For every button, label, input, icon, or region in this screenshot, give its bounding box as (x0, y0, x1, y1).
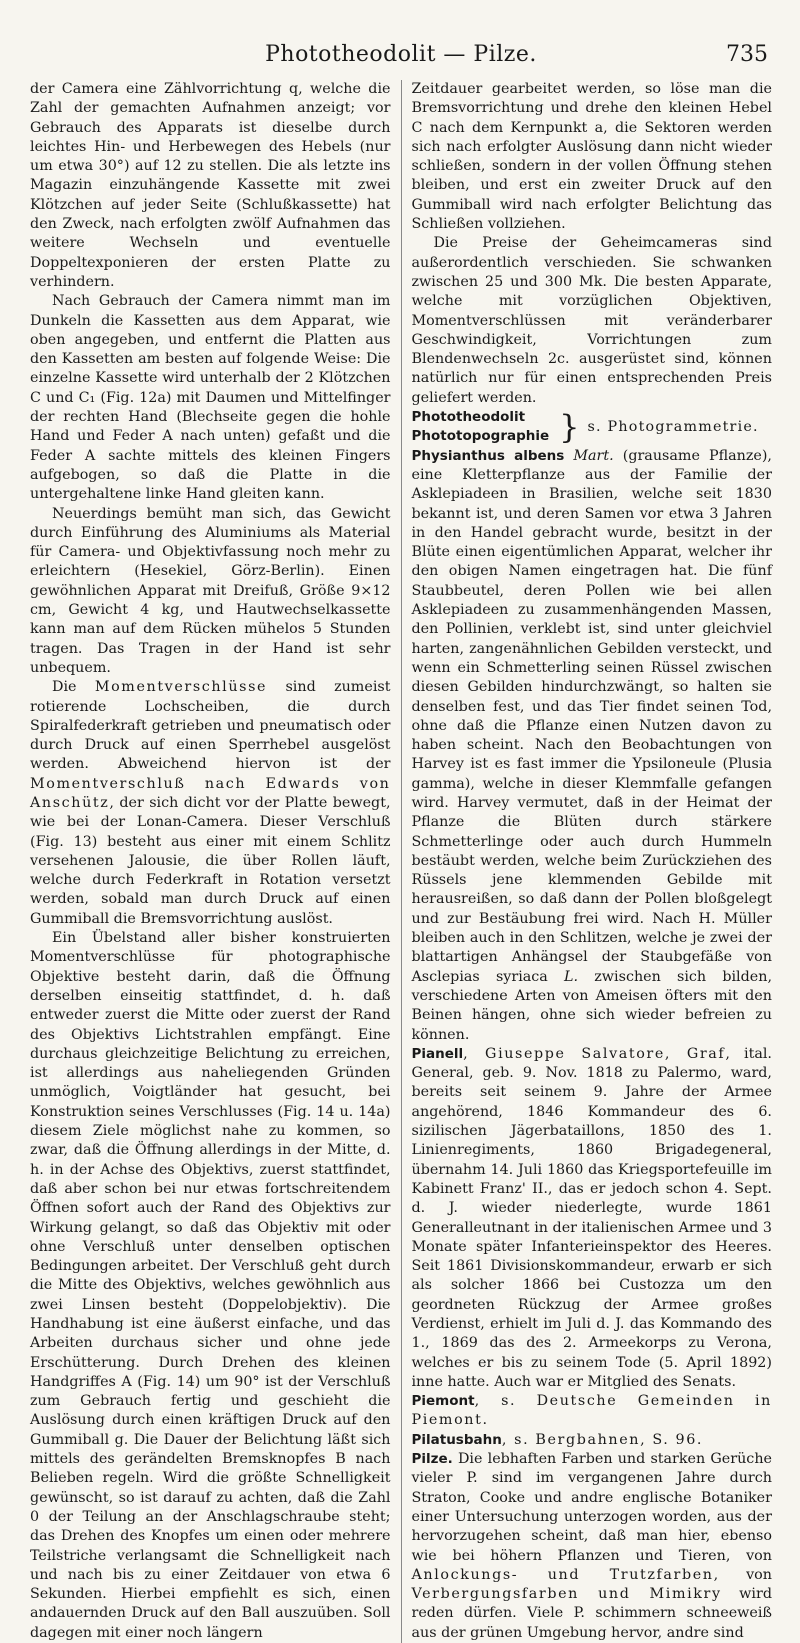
entry-pilatusbahn (411, 1431, 772, 1450)
paragraph: Zeitdauer gearbeitet werden, so löse man die Bremsvorrichtung und drehe den kleinen Hebel C nach dem Kernpunkt a, die Sektoren werden sich nach erfolgter Auslösung dann nicht wieder schließen, sondern in der vollen Öffnung stehen bleiben, und erst ein zweiter Druck auf den Gummiball wird nach erfolgter Belichtung das Schließen vollziehen. (411, 81, 772, 233)
spaced-term: Momentverschlüsse (94, 679, 268, 696)
text-run: zwischen sich bilden, verschiedene Arten von Ameisen öfters mit den Beinen hängen, ohne sich wieder befreien zu können. (411, 968, 772, 1043)
entry-headword: Pilze. (411, 1451, 453, 1468)
paragraph: Nach Gebrauch der Camera nimmt man im Dunkeln die Kassetten aus dem Apparat, wie oben angegeben, und entfernt die Platten aus den Kassetten am besten auf folgende Weise: Die einzelne Kassette wird unterhalb der 2 Klötzchen C und C₁ (Fig. 12a) mit Daumen und Mittelfinger der rechten Hand (Blechseite gegen die hohle Hand und Feder A nach unten) gefaßt und die Feder A sachte mittels des kleinen Fingers aufgebogen, so daß die Platte in die untergehaltene linke Hand gleiten kann. (30, 293, 391, 503)
text-run: , von (713, 1566, 772, 1583)
entry-piemont (411, 1392, 772, 1431)
entry-headword: Pilatusbahn (411, 1431, 502, 1448)
cross-reference: , s. Deutsche Gemeinden in Piemont. (411, 1393, 772, 1429)
text-run: sind zumeist rotierende Lochscheiben, die durch Spiralfederkraft getrieben und pneumatisch oder durch Druck auf einen Sperrhebel ausgelöst werden. Abweichend hiervon ist der (30, 679, 391, 773)
page-header (30, 40, 772, 80)
paragraph: Neuerdings bemüht man sich, das Gewicht durch Einführung des Aluminiums als Material für Camera- und Objektivfassung noch mehr zu erleichtern (Hesekiel, Görz-Berlin). Einen gewöhnlichen Apparat mit Dreifuß, Größe 9×12 cm, Gewicht 4 kg, und Hautwechselkassette kann man auf dem Rücken mühelos 5 Stunden tragen. Das Tragen in der Hand ist sehr unbequem. (30, 505, 391, 676)
paragraph: der Camera eine Zählvorrichtung q, welche die Zahl der gemachten Aufnahmen anzeigt; vor Gebrauch des Apparats ist dieselbe durch leichtes Hin- und Herbewegen des Hebels (nur um etwa 30°) auf 12 zu stellen. Die als letzte ins Magazin einzuhängende Kassette mit zwei Klötzchen auf jeder Seite (Schlußkassette) hat den Zweck, nach erfolgten zwölf Aufnahmen das weitere Wechseln und eventuelle Doppeltexponieren der ersten Platte zu verhindern. (30, 81, 391, 290)
text-run: (grausame Pflanze), eine Kletterpflanze aus der Familie der Asklepiadeen in Brasilien, welche seit 1830 bekannt ist, und deren Samen vor etwa 3 Jahren in den Handel gebracht wurde, besitzt in der Blüte einen eigentümlichen Apparat, welcher ihr den obigen Namen eingetragen hat. Die fünf Staubbeutel, deren Pollen wie bei allen Asklepiadeen zu zusammenhängenden Massen, den Pollinien, verklebt ist, sind unter gleichviel harten, zangenähnlichen Gebilden versteckt, und wenn ein Schmetterling seinen Rüssel zwischen diesen Gebilden hindurchzwängt, so halten sie denselben fest, und das Tier findet seinen Tod, ohne daß die Pflanze einen Nutzen davon zu haben scheint. Nach den Beobachtungen von Harvey ist es fast immer die Ypsiloneule (Plusia gamma), welche in dieser Klemmfalle gefangen wird. Harvey vermutet, daß in der Heimat der Pflanze die Blüten durch stärkere Schmetterlinge oder auch durch Hummeln bestäubt werden, welche beim Zurückziehen des Rüssels jene klemmenden Gebilde mit herausreißen, so daß dann der Pollen bloßgelegt und zur Bestäubung frei wird. Nach H. Müller bleiben auch in den Schlitzen, welche je zwei der blattartigen Anhängsel der Staubgefäße von Asclepias syriaca (411, 447, 772, 985)
author-abbrev: Mart. (564, 447, 614, 464)
running-title: Phototheodolit — Pilze. (265, 42, 537, 67)
cross-reference: s. Photogrammetrie. (587, 418, 759, 435)
cross-reference: , s. Bergbahnen, S. 96. (501, 1431, 704, 1448)
paragraph: Die Preise der Geheimcameras sind außerordentlich verschieden. Sie schwanken zwischen 25 und 300 Mk. Die besten Apparate, welche mit vorzüglichen Objektiven, Momentverschlüssen mit veränderbarer Geschwindigkeit, Vorrichtungen zum Blendenwechseln 2c. ausgerüstet sind, können natürlich nur für einen entsprechenden Preis geliefert werden. (411, 235, 772, 406)
two-column-body (30, 80, 772, 1643)
page-number: 735 (726, 42, 768, 67)
brace-glyph: } (559, 408, 580, 447)
left-column (30, 80, 391, 1643)
paragraph (30, 678, 391, 929)
spaced-term: Momentverschluß nach Edwards von Anschütz (30, 775, 391, 811)
entry-headword: Physianthus albens (411, 447, 565, 464)
spaced-term: , Giuseppe Salvatore, Graf (463, 1045, 726, 1062)
text-run: Die lebhaften Farben und starken Gerüche vieler P. sind im vergangenen Jahre durch Straton, Cooke und andre englische Botaniker einer Untersuchung unterzogen worden, aus der hervorzugehen scheint, daß man hier, ebenso wie bei höhern Pflanzen und Tieren, von (411, 1451, 772, 1564)
spaced-term: Verbergungsfarben und Mimikry (411, 1586, 722, 1603)
text-run: , ital. General, geb. 9. Nov. 1818 zu Palermo, ward, bereits seit seinem 9. Jahre der Armee angehörend, 1846 Kommandeur des 6. sizilischen Jägerbataillons, 1850 des 1. Linienregiments, 1860 Brigadegeneral, übernahm 14. Juli 1860 das Kriegsportefeuille im Kabinett Franz' II., das er jedoch schon 4. Sept. d. J. wieder niederlegte, wurde 1861 Generalleutnant in der italienischen Armee und 3 Monate später Infanterieinspektor des Heeres. Seit 1861 Divisionskommandeur, erwarb er sich als solcher 1866 bei Custozza um den geordneten Rückzug der Armee großes Verdienst, erhielt im Juli d. J. das Kommando des 1., 1869 das des 2. Armeekorps zu Verona, welches er bis zu seinem Tode (5. April 1892) inne hatte. Auch war er Mitglied des Senats. (411, 1045, 772, 1390)
column-divider (401, 80, 402, 1643)
cross-reference-group (411, 408, 772, 447)
entry-headword: Piemont (411, 1393, 475, 1410)
entry-pilze (411, 1450, 772, 1643)
text-run: wird reden dürfen. Viele P. schimmern schneeweiß aus der grünen Umgebung hervor, andre sind (411, 1586, 772, 1641)
author-abbrev: L. (564, 968, 579, 985)
right-column (411, 80, 772, 1643)
text-run: , der sich dicht vor der Platte bewegt, wie bei der Lonan-Camera. Dieser Verschluß (Fig. 13) besteht aus einer mit einem Schlitz versehenen Jalousie, die über Rollen läuft, welche durch Federkraft in Rotation versetzt werden, sobald man durch Druck auf einen Gummiball die Bremsvorrichtung auslöst. (30, 794, 391, 927)
bracket-terms (411, 408, 549, 447)
spaced-term: Anlockungs- und Trutzfarben (411, 1566, 714, 1583)
entry-physianthus (411, 447, 772, 1045)
entry-headword: Phototheodolit (411, 409, 526, 426)
entry-headword: Pianell (411, 1045, 464, 1062)
entry-headword: Phototopographie (411, 428, 550, 445)
entry-pianell (411, 1045, 772, 1392)
paragraph: Ein Übelstand aller bisher konstruierten Momentverschlüsse für photographische Objektive besteht darin, daß die Öffnung derselben einseitig stattfindet, d. h. daß entweder zuerst die Mitte oder zuerst der Rand des Objektivs Lichtstrahlen empfängt. Eine durchaus gleichzeitige Belichtung zu erreichen, ist allerdings aus naheliegenden Gründen unmöglich, Voigtländer hat gesucht, bei Konstruktion seines Verschlusses (Fig. 14 u. 14a) diesem Ziele möglichst nahe zu kommen, so zwar, daß die Öffnung allerdings in der Mitte, d. h. in der Achse des Objektivs, zuerst stattfindet, daß aber schon bei nur etwas fortschreitendem Öffnen sofort auch der Rand des Objektivs zur Wirkung gelangt, so daß das Objektiv mit oder ohne Verschluß unter denselben optischen Bedingungen arbeitet. Der Verschluß geht durch die Mitte des Objektivs, welches gewöhnlich aus zwei Linsen besteht (Doppelobjektiv). Die Handhabung ist eine äußerst einfache, und das Arbeiten durchaus sicher und ohne jede Erschütterung. Durch Drehen des kleinen Handgriffes A (Fig. 14) um 90° ist der Verschluß zum Gebrauch fertig und geschieht die Auslösung durch einen kräftigen Druck auf den Gummiball g. Die Dauer der Belichtung läßt sich mittels des gerändelten Bremsknopfes B nach Belieben regeln. Wird die größte Schnelligkeit gewünscht, so ist darauf zu achten, daß die Zahl 0 der Teilung an der Anschlagschraube steht; das Drehen des Knopfes um einen oder mehrere Teilstriche verlangsamt die Schnelligkeit nach und nach bis zu einer Zeitdauer von etwa 6 Sekunden. Hierbei empfiehlt es sich, einen andauernden Druck auf den Ball auszuüben. Soll dagegen mit einer noch längern (30, 930, 391, 1641)
text-run: Die (52, 679, 95, 696)
